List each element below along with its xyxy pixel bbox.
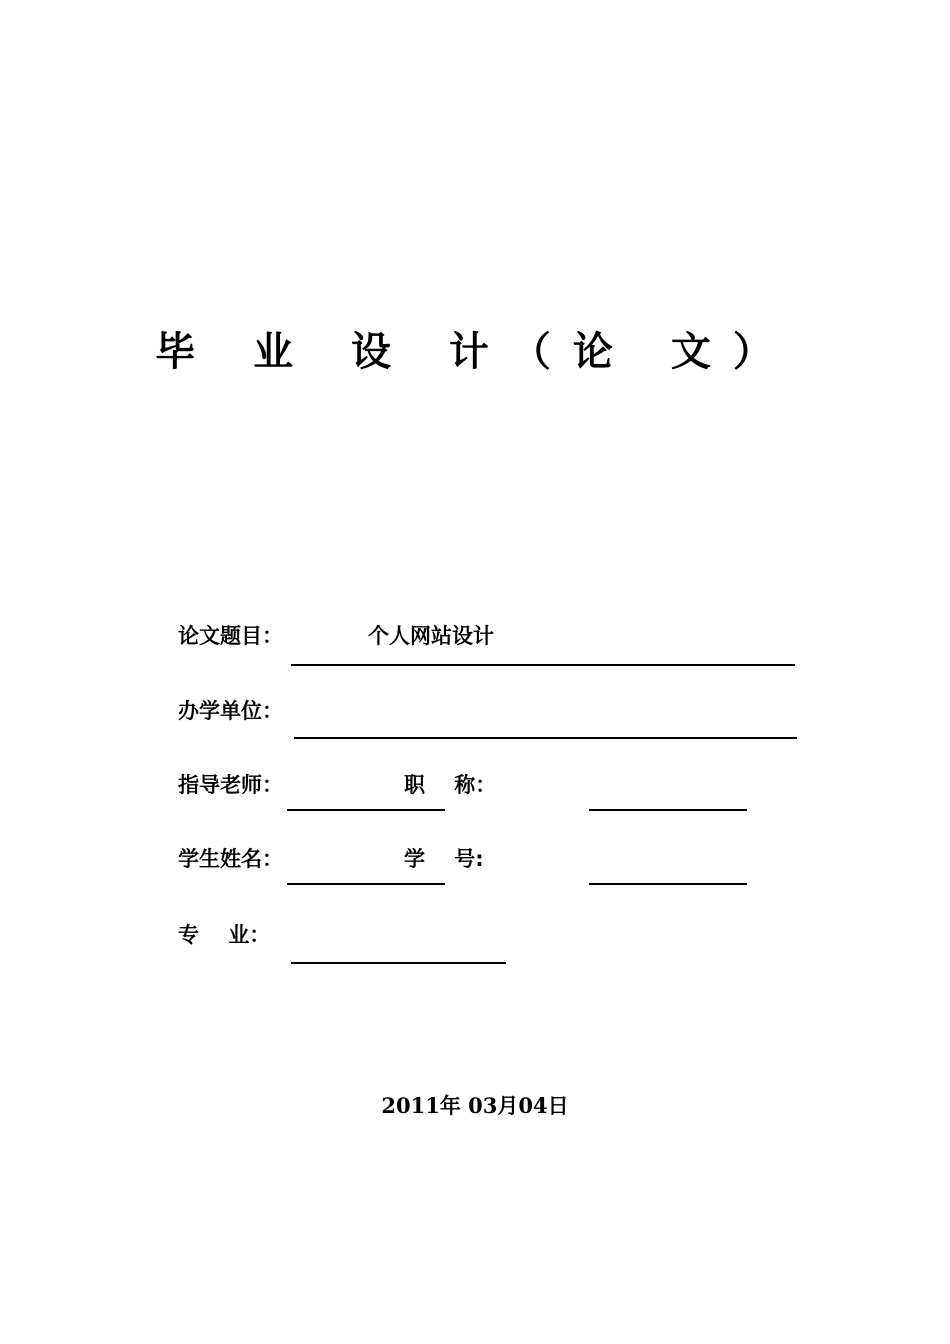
major-label: 专 业：	[178, 923, 271, 947]
advisor-label: 指导老师：	[178, 773, 283, 797]
topic-underline	[291, 664, 795, 666]
date: 2011年 03月04日	[381, 1093, 569, 1118]
student-name-underline	[287, 883, 445, 885]
unit-underline	[294, 737, 797, 739]
unit-label: 办学单位：	[178, 699, 283, 723]
advisor-underline	[287, 809, 445, 811]
major-underline	[291, 962, 506, 964]
student-name-label: 学生姓名：	[178, 847, 283, 871]
professional-title-underline	[589, 809, 747, 811]
student-id-underline	[589, 883, 747, 885]
page-title: 毕 业 设 计（论 文）	[155, 329, 795, 375]
professional-title-label: 职 称：	[404, 773, 497, 797]
topic-label: 论文题目：	[178, 624, 283, 648]
student-id-label: 学 号:	[404, 847, 484, 871]
topic-value: 个人网站设计	[368, 624, 494, 648]
